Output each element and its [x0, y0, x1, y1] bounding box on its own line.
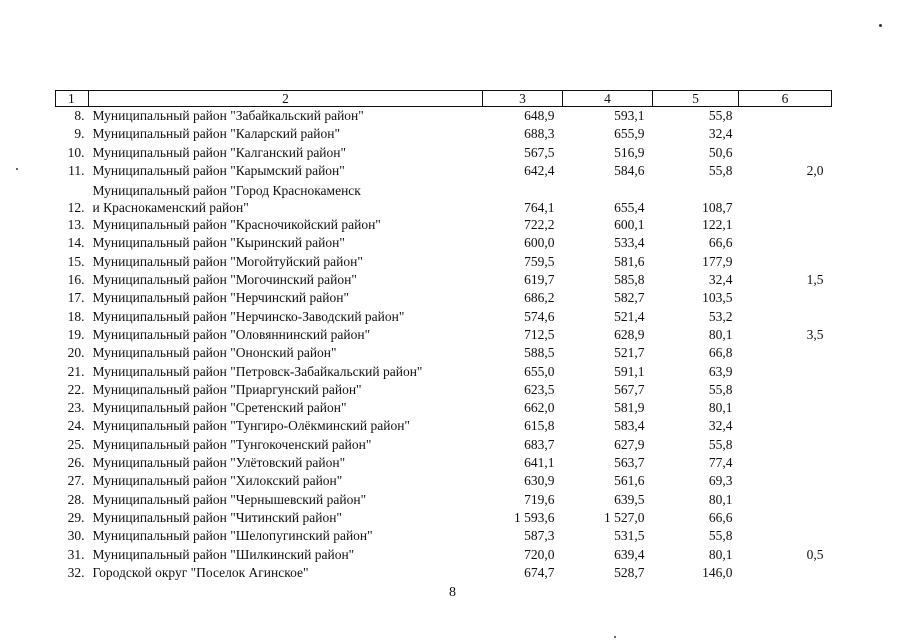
header-col-5: 5	[653, 91, 739, 107]
value-col-6	[739, 472, 832, 490]
municipality-name-line: Муниципальный район "Читинский район"	[92, 509, 342, 525]
value-col-6	[739, 308, 832, 326]
table-row	[56, 546, 832, 564]
value-col-4: 1 527,0	[604, 509, 645, 525]
municipality-name-line: Муниципальный район "Могочинский район"	[92, 272, 357, 288]
value-col-3: 722,2	[524, 217, 555, 233]
municipality-name	[89, 144, 483, 162]
value-col-4: 627,9	[614, 436, 645, 452]
value-col-5: 69,3	[708, 473, 733, 489]
table-row	[56, 417, 832, 435]
municipality-name	[89, 162, 483, 180]
value-col-5: 53,2	[708, 308, 733, 324]
value-col-6: 3,5	[806, 326, 824, 342]
value-col-5: 55,8	[708, 381, 733, 397]
value-col-3: 719,6	[524, 491, 555, 507]
municipality-name-line: Муниципальный район "Кыринский район"	[92, 235, 345, 251]
municipality-name	[89, 472, 483, 490]
value-col-4: 567,7	[614, 381, 645, 397]
table-row	[56, 399, 832, 417]
value-col-3: 686,2	[524, 290, 555, 306]
value-col-6	[739, 180, 832, 216]
table-row	[56, 363, 832, 381]
municipality-name	[89, 381, 483, 399]
value-col-4: 639,4	[614, 546, 645, 562]
value-col-6	[739, 399, 832, 417]
value-col-5: 103,5	[702, 290, 733, 306]
municipality-name-line: Муниципальный район "Нерчинский район"	[92, 290, 349, 306]
value-col-4: 531,5	[614, 528, 645, 544]
municipality-name	[89, 107, 483, 126]
row-number: 8.	[74, 108, 85, 123]
row-number: 32.	[67, 564, 85, 580]
table-row	[56, 253, 832, 271]
table-body	[56, 107, 832, 583]
value-col-4: 563,7	[614, 455, 645, 471]
row-number: 16.	[67, 272, 85, 288]
value-col-6	[739, 527, 832, 545]
row-number: 29.	[67, 509, 85, 525]
municipality-name-line: Муниципальный район "Чернышевский район"	[92, 491, 367, 507]
value-col-4: 639,5	[614, 491, 645, 507]
municipality-name	[89, 399, 483, 417]
value-col-3: 642,4	[524, 162, 555, 178]
value-col-4: 516,9	[614, 144, 645, 160]
row-number: 14.	[67, 235, 85, 251]
municipality-name	[89, 491, 483, 509]
value-col-6: 2,0	[806, 162, 824, 178]
table-row	[56, 527, 832, 545]
municipality-name	[89, 417, 483, 435]
value-col-6	[739, 417, 832, 435]
header-row	[56, 91, 832, 107]
row-number: 12.	[67, 200, 85, 216]
value-col-4: 584,6	[614, 162, 645, 178]
value-col-4: 582,7	[614, 290, 645, 306]
value-col-6: 0,5	[806, 546, 824, 562]
value-col-4: 628,9	[614, 326, 645, 342]
value-col-6	[739, 564, 832, 582]
value-col-3: 712,5	[524, 326, 555, 342]
table-row	[56, 144, 832, 162]
value-col-6	[739, 381, 832, 399]
municipality-name	[89, 308, 483, 326]
value-col-5: 50,6	[708, 144, 733, 160]
row-number: 15.	[67, 253, 85, 269]
value-col-5: 80,1	[708, 400, 733, 416]
row-number: 30.	[67, 528, 85, 544]
value-col-6	[739, 454, 832, 472]
row-number: 17.	[67, 290, 85, 306]
value-col-5: 80,1	[708, 546, 733, 562]
value-col-6	[739, 125, 832, 143]
value-col-4: 533,4	[614, 235, 645, 251]
value-col-5: 80,1	[708, 326, 733, 342]
value-col-3: 641,1	[524, 455, 555, 471]
municipality-name-line: Муниципальный район "Красночикойский район"	[92, 217, 381, 233]
value-col-5: 80,1	[708, 491, 733, 507]
value-col-4: 593,1	[614, 108, 645, 123]
municipality-name	[89, 527, 483, 545]
value-col-5: 32,4	[708, 272, 733, 288]
value-col-4: 528,7	[614, 564, 645, 580]
row-number: 13.	[67, 217, 85, 233]
municipality-name-line: Муниципальный район "Город Краснокаменск	[92, 183, 361, 199]
municipality-name-line: Городской округ "Поселок Агинское"	[92, 564, 309, 580]
municipality-name	[89, 125, 483, 143]
value-col-3: 648,9	[524, 108, 555, 123]
value-col-3: 764,1	[524, 200, 555, 216]
value-col-4: 581,6	[614, 253, 645, 269]
value-col-5: 55,8	[708, 528, 733, 544]
table-row	[56, 509, 832, 527]
table-row	[56, 454, 832, 472]
value-col-3: 588,5	[524, 345, 555, 361]
municipality-name-line: Муниципальный район "Шелопугинский район"	[92, 528, 373, 544]
header-col-6: 6	[739, 91, 832, 107]
value-col-4: 521,7	[614, 345, 645, 361]
row-number: 10.	[67, 144, 85, 160]
value-col-5: 122,1	[702, 217, 733, 233]
table-row	[56, 125, 832, 143]
municipality-name	[89, 363, 483, 381]
value-col-3: 619,7	[524, 272, 555, 288]
scan-speck	[614, 636, 616, 638]
value-col-6	[739, 436, 832, 454]
municipality-name	[89, 454, 483, 472]
value-col-6	[739, 253, 832, 271]
table-row	[56, 234, 832, 252]
municipality-name-line: Муниципальный район "Каларский район"	[92, 126, 341, 142]
table-row	[56, 564, 832, 582]
row-number: 22.	[67, 381, 85, 397]
row-number: 25.	[67, 436, 85, 452]
value-col-3: 623,5	[524, 381, 555, 397]
municipality-name	[89, 564, 483, 582]
value-col-5: 32,4	[708, 418, 733, 434]
municipality-name-line: Муниципальный район "Хилокский район"	[92, 473, 343, 489]
row-number: 18.	[67, 308, 85, 324]
row-number: 26.	[67, 455, 85, 471]
municipality-name-line: Муниципальный район "Могойтуйский район"	[92, 253, 363, 269]
row-number: 19.	[67, 326, 85, 342]
header-col-3: 3	[483, 91, 563, 107]
value-col-6	[739, 144, 832, 162]
value-col-5: 55,8	[708, 108, 733, 123]
row-number: 21.	[67, 363, 85, 379]
table-row	[56, 180, 832, 216]
municipality-name-line: Муниципальный район "Петровск-Забайкальский район"	[92, 363, 423, 379]
value-col-4: 561,6	[614, 473, 645, 489]
value-col-6	[739, 289, 832, 307]
municipality-name	[89, 271, 483, 289]
table-row	[56, 326, 832, 344]
municipality-name-line: Муниципальный район "Тунгиро-Олёкминский район"	[92, 418, 410, 434]
value-col-3: 1 593,6	[514, 509, 555, 525]
municipality-name-line: Муниципальный район "Приаргунский район"	[92, 381, 362, 397]
value-col-3: 662,0	[524, 400, 555, 416]
table-row	[56, 381, 832, 399]
scan-speck	[879, 24, 882, 27]
value-col-4: 583,4	[614, 418, 645, 434]
table-row	[56, 436, 832, 454]
table-row	[56, 271, 832, 289]
value-col-4: 600,1	[614, 217, 645, 233]
value-col-3: 674,7	[524, 564, 555, 580]
municipality-name-line: Муниципальный район "Шилкинский район"	[92, 546, 355, 562]
header-col-1: 1	[56, 91, 89, 107]
row-number: 24.	[67, 418, 85, 434]
municipality-name	[89, 234, 483, 252]
value-col-6	[739, 107, 832, 126]
header-col-2: 2	[89, 91, 483, 107]
value-col-3: 587,3	[524, 528, 555, 544]
value-col-3: 720,0	[524, 546, 555, 562]
value-col-3: 655,0	[524, 363, 555, 379]
table-row	[56, 472, 832, 490]
scan-speck	[16, 168, 18, 170]
table-row	[56, 344, 832, 362]
value-col-5: 32,4	[708, 126, 733, 142]
table-row	[56, 216, 832, 234]
value-col-3: 683,7	[524, 436, 555, 452]
value-col-5: 108,7	[702, 200, 733, 216]
value-col-5: 77,4	[708, 455, 733, 471]
value-col-3: 567,5	[524, 144, 555, 160]
value-col-6	[739, 491, 832, 509]
table-header	[56, 91, 832, 107]
municipality-name	[89, 509, 483, 527]
municipality-name	[89, 546, 483, 564]
value-col-4: 655,9	[614, 126, 645, 142]
value-col-5: 66,8	[708, 345, 733, 361]
municipality-name-line: Муниципальный район "Улётовский район"	[92, 455, 346, 471]
municipality-name-line: Муниципальный район "Забайкальский район"	[92, 108, 364, 123]
table-row	[56, 289, 832, 307]
value-col-5: 66,6	[708, 509, 733, 525]
value-col-5: 146,0	[702, 564, 733, 580]
municipality-name	[89, 436, 483, 454]
municipality-name-line: Муниципальный район "Оловяннинский район"	[92, 326, 371, 342]
value-col-6: 1,5	[806, 272, 824, 288]
value-col-3: 630,9	[524, 473, 555, 489]
value-col-5: 55,8	[708, 162, 733, 178]
value-col-3: 688,3	[524, 126, 555, 142]
municipality-name-line: Муниципальный район "Тунгокоченский район"	[92, 436, 372, 452]
value-col-6	[739, 216, 832, 234]
row-number: 9.	[74, 126, 85, 142]
municipality-name	[89, 216, 483, 234]
value-col-5: 177,9	[702, 253, 733, 269]
table-row	[56, 491, 832, 509]
value-col-5: 66,6	[708, 235, 733, 251]
row-number: 11.	[68, 162, 85, 178]
row-number: 31.	[67, 546, 85, 562]
value-col-3: 574,6	[524, 308, 555, 324]
municipality-name-line: Муниципальный район "Калганский район"	[92, 144, 347, 160]
table-row	[56, 107, 832, 126]
value-col-3: 615,8	[524, 418, 555, 434]
value-col-5: 55,8	[708, 436, 733, 452]
row-number: 27.	[67, 473, 85, 489]
municipality-name	[89, 289, 483, 307]
value-col-4: 591,1	[614, 363, 645, 379]
municipality-name	[89, 253, 483, 271]
row-number: 20.	[67, 345, 85, 361]
municipality-name-line: Муниципальный район "Ононский район"	[92, 345, 337, 361]
row-number: 23.	[67, 400, 85, 416]
municipality-name-line: Муниципальный район "Сретенский район"	[92, 400, 347, 416]
header-col-4: 4	[563, 91, 653, 107]
value-col-3: 600,0	[524, 235, 555, 251]
value-col-6	[739, 509, 832, 527]
table-row	[56, 308, 832, 326]
value-col-5: 63,9	[708, 363, 733, 379]
municipality-name	[89, 180, 483, 216]
value-col-4: 585,8	[614, 272, 645, 288]
budget-table	[55, 90, 832, 582]
table-row	[56, 162, 832, 180]
municipality-name-line: и Краснокаменский район"	[92, 200, 249, 216]
value-col-6	[739, 234, 832, 252]
value-col-4: 581,9	[614, 400, 645, 416]
value-col-3: 759,5	[524, 253, 555, 269]
municipality-name	[89, 344, 483, 362]
page-number: 8	[449, 585, 456, 600]
value-col-4: 521,4	[614, 308, 645, 324]
municipality-name	[89, 326, 483, 344]
value-col-6	[739, 363, 832, 381]
value-col-4: 655,4	[614, 200, 645, 216]
municipality-name-line: Муниципальный район "Нерчинско-Заводский район"	[92, 308, 405, 324]
municipality-name-line: Муниципальный район "Карымский район"	[92, 162, 345, 178]
value-col-6	[739, 344, 832, 362]
row-number: 28.	[67, 491, 85, 507]
